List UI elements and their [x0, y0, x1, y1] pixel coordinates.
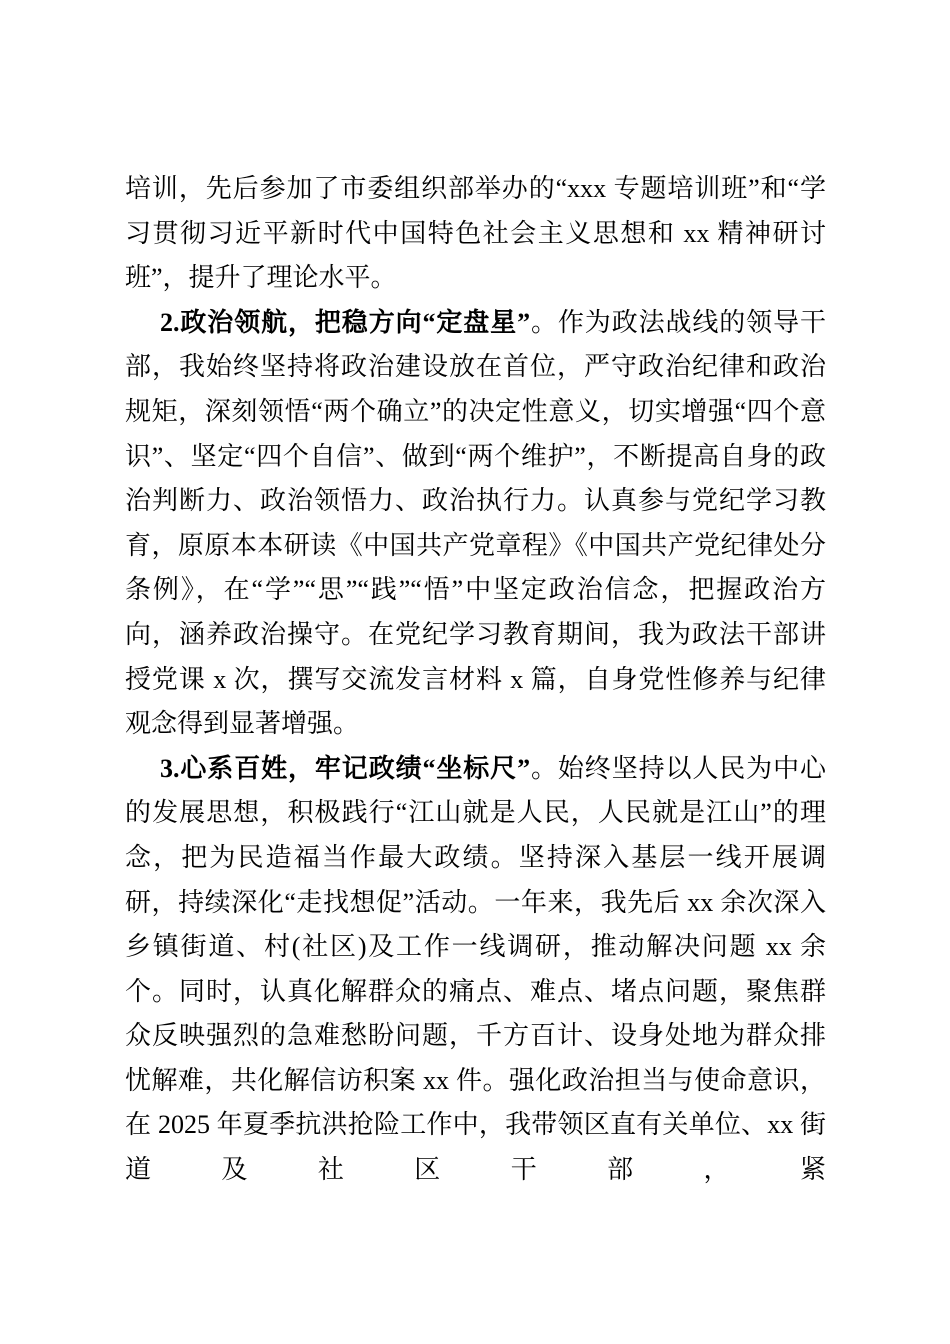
section-2-heading: 2.政治领航，把稳方向“定盘星” — [160, 307, 531, 337]
section-2-body-text: 。作为政法战线的领导干部，我始终坚持将政治建设放在首位，严守政治纪律和政治规矩，深刻领悟“两个确立”的决定性意义，切实增强“四个意识”、坚定“四个自信”、做到“两个维护”，不断提高自身的政治判断力、政治领悟力、政治执行力。认真参与党纪学习教育，原原本本研读《中国共产党章程》《中国共产党纪律处分条例》，在“学”“思”“践”“悟”中坚定政治信念，把握政治方向，涵养政治操守。在党纪学习教育期间，我为政法干部讲授党课 x 次，撰写交流发言材料 x 篇，自身党性修养与纪律观念得到显著增强。 — [125, 307, 826, 739]
section-3-heading: 3.心系百姓，牢记政绩“坐标尺” — [160, 753, 531, 783]
paragraph-section-3 — [125, 747, 826, 1193]
paragraph-continuation — [125, 167, 826, 301]
paragraph-continuation-text: 培训，先后参加了市委组织部举办的“xxx 专题培训班”和“学习贯彻习近平新时代中国特色社会主义思想和 xx 精神研讨班”，提升了理论水平。 — [125, 174, 826, 293]
section-3-body-text: 。始终坚持以人民为中心的发展思想，积极践行“江山就是人民，人民就是江山”的理念，把为民造福当作最大政绩。坚持深入基层一线开展调研，持续深化“走找想促”活动。一年来，我先后 xx 余次深入乡镇街道、村(社区)及工作一线调研，推动解决问题 xx 余个。同时，认真化解群众的痛点、难点、堵点问题，聚焦群众反映强烈的急难愁盼问题，千方百计、设身处地为群众排忧解难，共化解信访积案 xx 件。强化政治担当与使命意识，在 2025 年夏季抗洪抢险工作中，我带领区直有关单位、xx 街道及社区干部，紧 — [125, 753, 826, 1185]
document-text-block — [125, 167, 826, 1193]
paragraph-section-2 — [125, 301, 826, 747]
